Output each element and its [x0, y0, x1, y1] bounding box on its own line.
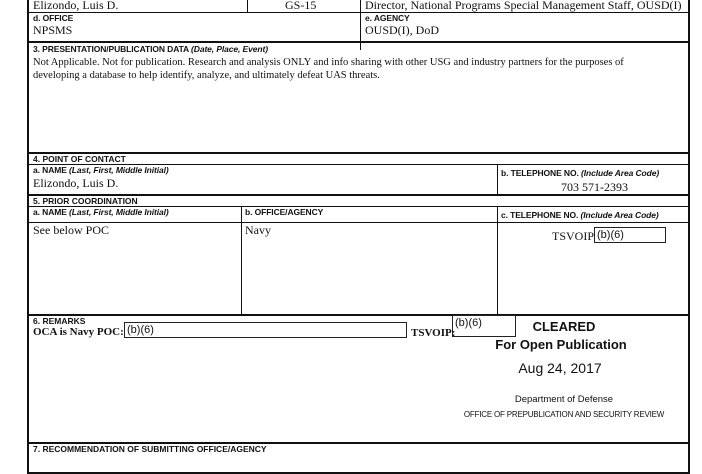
prior-section: 5. PRIOR COORDINATION — [33, 196, 138, 206]
divider — [241, 206, 242, 314]
office-label: d. OFFICE — [33, 13, 74, 23]
remarks-tsvoip-label: TSVOIP: — [411, 327, 456, 339]
poc-phone-value: 703 571-2393 — [561, 180, 628, 194]
poc-name-label: a. NAME (Last, First, Middle Initial) — [33, 165, 169, 175]
rule — [29, 152, 688, 154]
stamp-cleared: CLEARED — [532, 319, 596, 334]
recommendation-section: 7. RECOMMENDATION OF SUBMITTING OFFICE/AGENCY — [33, 444, 267, 454]
prior-tsvoip-label: TSVOIP — [552, 229, 595, 243]
grade-value: GS-15 — [285, 0, 317, 12]
stamp-department: Department of Defense — [514, 394, 614, 405]
prior-office-label: b. OFFICE/AGENCY — [245, 207, 324, 217]
remarks-redaction-box-1: (b)(6) — [124, 322, 407, 338]
stamp-office: OFFICE OF PREPUBLICATION AND SECURITY REVIEW — [463, 410, 665, 419]
presentation-label: 3. PRESENTATION/PUBLICATION DATA (Date, Place, Event) — [33, 44, 268, 54]
clearance-stamp — [449, 319, 689, 419]
presentation-line-1: Not Applicable. Not for publication. Research and analysis ONLY and info sharing with other USG and industry partners for the purposes of — [33, 57, 624, 68]
office-value: NPSMS — [33, 23, 73, 37]
rule — [29, 222, 688, 223]
form-page — [27, 0, 690, 474]
poc-name-value: Elizondo, Luis D. — [33, 176, 119, 190]
agency-label: e. AGENCY — [365, 13, 410, 23]
rule — [29, 314, 688, 316]
divider — [497, 206, 498, 314]
name-value: Elizondo, Luis D. — [33, 0, 119, 12]
agency-value: OUSD(I), DoD — [365, 23, 439, 37]
rule — [29, 12, 688, 13]
divider — [497, 164, 498, 194]
prior-redaction-box: (b)(6) — [594, 227, 666, 243]
divider — [247, 0, 248, 12]
poc-section: 4. POINT OF CONTACT — [33, 154, 126, 164]
remarks-section: 6. REMARKS — [33, 316, 86, 326]
prior-phone-label: c. TELEPHONE NO. (Include Area Code) — [501, 210, 659, 220]
stamp-open-publication: For Open Publication — [495, 337, 627, 352]
prior-office-value: Navy — [245, 223, 271, 237]
rule — [29, 41, 688, 43]
prior-name-label: a. NAME (Last, First, Middle Initial) — [33, 207, 169, 217]
presentation-line-2: developing a database to help identify, analyze, and ultimately defeat UAS threats. — [33, 70, 380, 81]
prior-name-value: See below POC — [33, 223, 109, 237]
remarks-redaction-box-2: (b)(6) — [452, 315, 516, 337]
title-value: Director, National Programs Special Management Staff, OUSD(I) — [365, 0, 682, 12]
stamp-date: Aug 24, 2017 — [518, 360, 602, 376]
remarks-oca-label: OCA is Navy POC: — [33, 326, 124, 338]
poc-phone-label: b. TELEPHONE NO. (Include Area Code) — [501, 168, 660, 178]
